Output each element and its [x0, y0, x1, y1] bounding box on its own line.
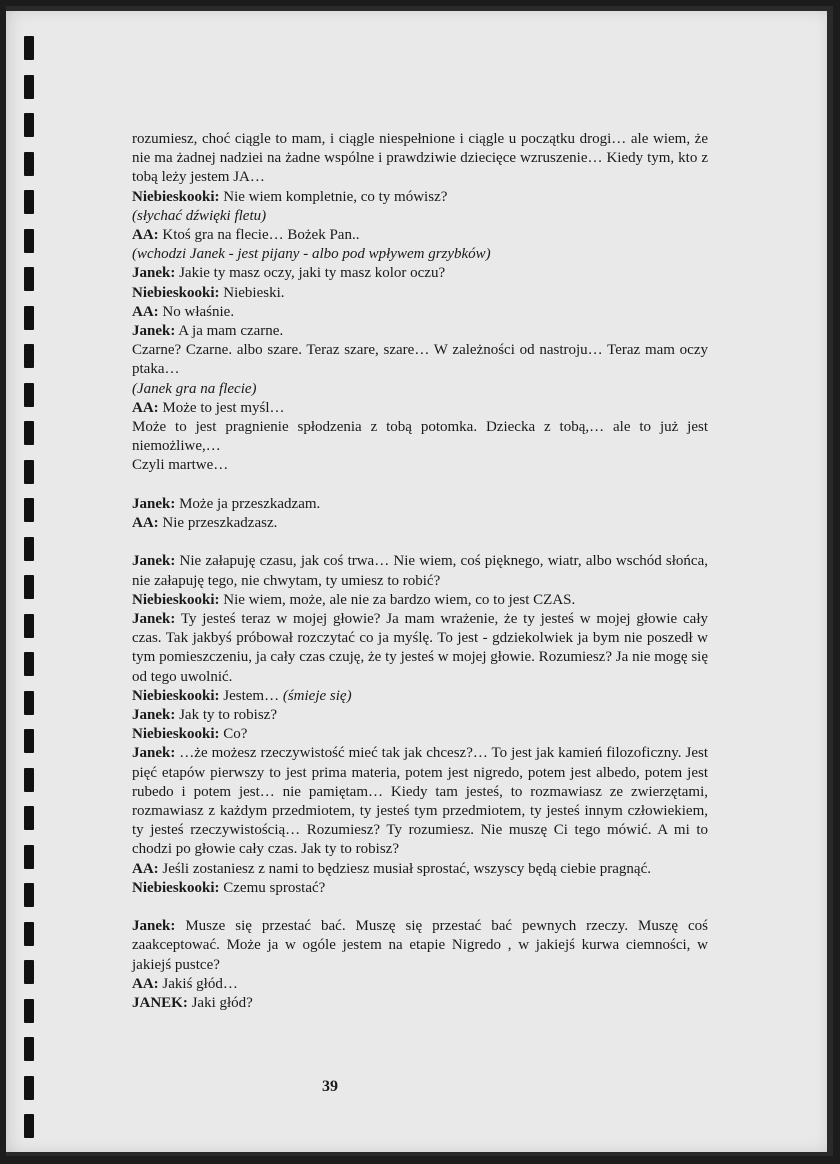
binding-hole	[24, 190, 34, 214]
speaker-name: AA:	[132, 975, 159, 992]
script-line	[132, 610, 708, 687]
line-text: Musze się przestać bać. Muszę się przestać bać pewnych rzeczy. Muszę coś zaakceptować. Może ja w ogóle jestem na etapie Nigredo , w jakiejś kurwa ciemności, w jakiejś pustce?	[132, 918, 708, 973]
script-text	[132, 130, 708, 1013]
line-text: Ty jesteś teraz w mojej głowie? Ja mam wrażenie, że ty jesteś w mojej głowie cały czas. Tak jakbyś próbował rozczytać co ja myślę. To jest - gdziekolwiek ja bym nie poszedł w tym pomieszczeniu, ja cały czas czuję, że ty jesteś w mojej głowie. Rozumiesz? Ja nie mogę się od tego uwolnić.	[132, 611, 708, 685]
line-text: Może to jest pragnienie spłodzenia z tobą potomka. Dziecka z tobą,… ale to już jest niemożliwe,…	[132, 419, 708, 455]
script-line	[132, 284, 708, 303]
speaker-name: AA:	[132, 515, 159, 532]
binding-hole	[24, 267, 34, 291]
binding-hole	[24, 922, 34, 946]
stage-direction: (śmieje się)	[282, 687, 352, 704]
line-text: Nie wiem, może, ale nie za bardzo wiem, co to jest CZAS.	[219, 591, 576, 608]
script-line	[132, 264, 708, 283]
line-text: Nie załapuję czasu, jak coś trwa… Nie wiem, coś pięknego, wiatr, albo wschód słońca, nie załapuję tego, nie chwytam, ty umiesz to robić?	[132, 553, 708, 589]
binding-hole	[24, 306, 34, 330]
binding-hole	[24, 383, 34, 407]
speaker-name: Janek:	[132, 918, 176, 935]
line-text: Jeśli zostaniesz z nami to będziesz musiał sprostać, wszyscy będą ciebie pragnąć.	[158, 860, 651, 877]
binding-hole	[24, 614, 34, 638]
speaker-name: Janek:	[132, 611, 176, 628]
binding-hole	[24, 691, 34, 715]
script-line	[132, 879, 708, 898]
speaker-name: Niebieskooki:	[132, 687, 220, 704]
binding-hole	[24, 1076, 34, 1100]
speaker-name: AA:	[132, 303, 159, 320]
binding-hole	[24, 999, 34, 1023]
script-line	[132, 380, 708, 399]
binding-hole	[24, 229, 34, 253]
line-text: Może to jest myśl…	[158, 399, 285, 416]
script-line	[132, 226, 708, 245]
speaker-name: Janek:	[132, 495, 176, 512]
line-text: Jestem…	[219, 687, 283, 704]
speaker-name: Janek:	[132, 323, 176, 340]
line-text: Jakie ty masz oczy, jaki ty masz kolor oczu?	[175, 265, 446, 282]
script-line	[132, 207, 708, 226]
binding-hole	[24, 421, 34, 445]
line-text: No właśnie.	[158, 303, 235, 320]
page-number: 39	[322, 1078, 338, 1095]
script-line	[132, 591, 708, 610]
script-line	[132, 994, 708, 1013]
script-line	[132, 322, 708, 341]
blank-line	[132, 476, 708, 495]
binding-hole	[24, 537, 34, 561]
line-text: Jaki głód?	[187, 995, 253, 1012]
binding-hole	[24, 75, 34, 99]
stage-direction: (wchodzi Janek - jest pijany - albo pod wpływem grzybków)	[132, 246, 491, 263]
script-line	[132, 399, 708, 418]
scan-edge-bottom	[6, 1152, 833, 1156]
speaker-name: Niebieskooki:	[132, 188, 220, 205]
binding-hole	[24, 36, 34, 60]
script-line	[132, 495, 708, 514]
line-text: Jakiś głód…	[158, 975, 238, 992]
binding-hole	[24, 960, 34, 984]
scan-edge-right	[827, 6, 833, 1156]
speaker-name: JANEK:	[132, 995, 188, 1012]
binding-hole	[24, 806, 34, 830]
binding-hole	[24, 883, 34, 907]
line-text: rozumiesz, choć ciągle to mam, i ciągle niespełnione i ciągle u początku drogi… ale wiem, że nie ma żadnej nadziei na żadne wspólne i prawdziwie dziecięce wzruszenie… Kiedy tym, kto z tobą leży jestem JA…	[132, 131, 708, 186]
speaker-name: AA:	[132, 860, 159, 877]
stage-direction: (Janek gra na flecie)	[132, 380, 257, 397]
binding-hole	[24, 575, 34, 599]
line-text: Czarne? Czarne. albo szare. Teraz szare, szare… W zależności od nastroju… Teraz mam oczy ptaka…	[132, 342, 708, 378]
binding-hole	[24, 344, 34, 368]
binding-hole	[24, 845, 34, 869]
scan-edge-top	[6, 6, 833, 11]
script-line	[132, 418, 708, 456]
script-line	[132, 687, 708, 706]
script-line	[132, 706, 708, 725]
script-line	[132, 514, 708, 533]
script-line	[132, 725, 708, 744]
speaker-name: AA:	[132, 399, 159, 416]
binding-hole	[24, 460, 34, 484]
script-line	[132, 860, 708, 879]
spiral-binding-holes	[24, 36, 34, 1156]
speaker-name: Niebieskooki:	[132, 726, 220, 743]
script-line	[132, 917, 708, 975]
stage-direction: (słychać dźwięki fletu)	[132, 207, 267, 224]
line-text: …że możesz rzeczywistość mieć tak jak chcesz?… To jest jak kamień filozoficzny. Jest pięć etapów pierwszy to jest prima materia, potem jest nigredo, potem jest albedo, potem jest rubedo i potem jest… nie pamiętam… Kiedy tam jesteś, to rozmawiasz ze zwierzętami, rozmawiasz z każdym przedmiotem, ty jesteś tym przedmiotem, ty jesteś innym człowiekiem, ty jesteś rzeczywistością… Rozumiesz? Ty rozumiesz. Nie muszę Ci tego mówić. A mi to chodzi po głowie cały czas. Jak ty to robisz?	[132, 745, 708, 858]
speaker-name: Janek:	[132, 745, 176, 762]
binding-hole	[24, 498, 34, 522]
blank-line	[132, 533, 708, 552]
binding-hole	[24, 1114, 34, 1138]
script-line	[132, 341, 708, 379]
scanned-page	[6, 6, 833, 1156]
script-line	[132, 456, 708, 475]
script-line	[132, 130, 708, 188]
speaker-name: Janek:	[132, 707, 176, 724]
line-text: A ja mam czarne.	[175, 323, 284, 340]
line-text: Nie wiem kompletnie, co ty mówisz?	[219, 188, 448, 205]
line-text: Nie przeszkadzasz.	[158, 515, 278, 532]
binding-hole	[24, 768, 34, 792]
script-line	[132, 303, 708, 322]
speaker-name: Niebieskooki:	[132, 879, 220, 896]
speaker-name: Janek:	[132, 553, 176, 570]
line-text: Ktoś gra na flecie… Bożek Pan..	[158, 227, 360, 244]
binding-hole	[24, 152, 34, 176]
line-text: Co?	[219, 726, 248, 743]
script-line	[132, 744, 708, 859]
binding-hole	[24, 113, 34, 137]
speaker-name: Janek:	[132, 265, 176, 282]
line-text: Jak ty to robisz?	[175, 707, 277, 724]
line-text: Czemu sprostać?	[219, 879, 326, 896]
script-line	[132, 975, 708, 994]
binding-hole	[24, 652, 34, 676]
speaker-name: Niebieskooki:	[132, 284, 220, 301]
line-text: Czyli martwe…	[132, 457, 229, 474]
binding-hole	[24, 1037, 34, 1061]
speaker-name: Niebieskooki:	[132, 591, 220, 608]
binding-hole	[24, 729, 34, 753]
script-line	[132, 245, 708, 264]
script-line	[132, 552, 708, 590]
blank-line	[132, 898, 708, 917]
script-line	[132, 188, 708, 207]
speaker-name: AA:	[132, 227, 159, 244]
line-text: Może ja przeszkadzam.	[175, 495, 321, 512]
line-text: Niebieski.	[219, 284, 285, 301]
